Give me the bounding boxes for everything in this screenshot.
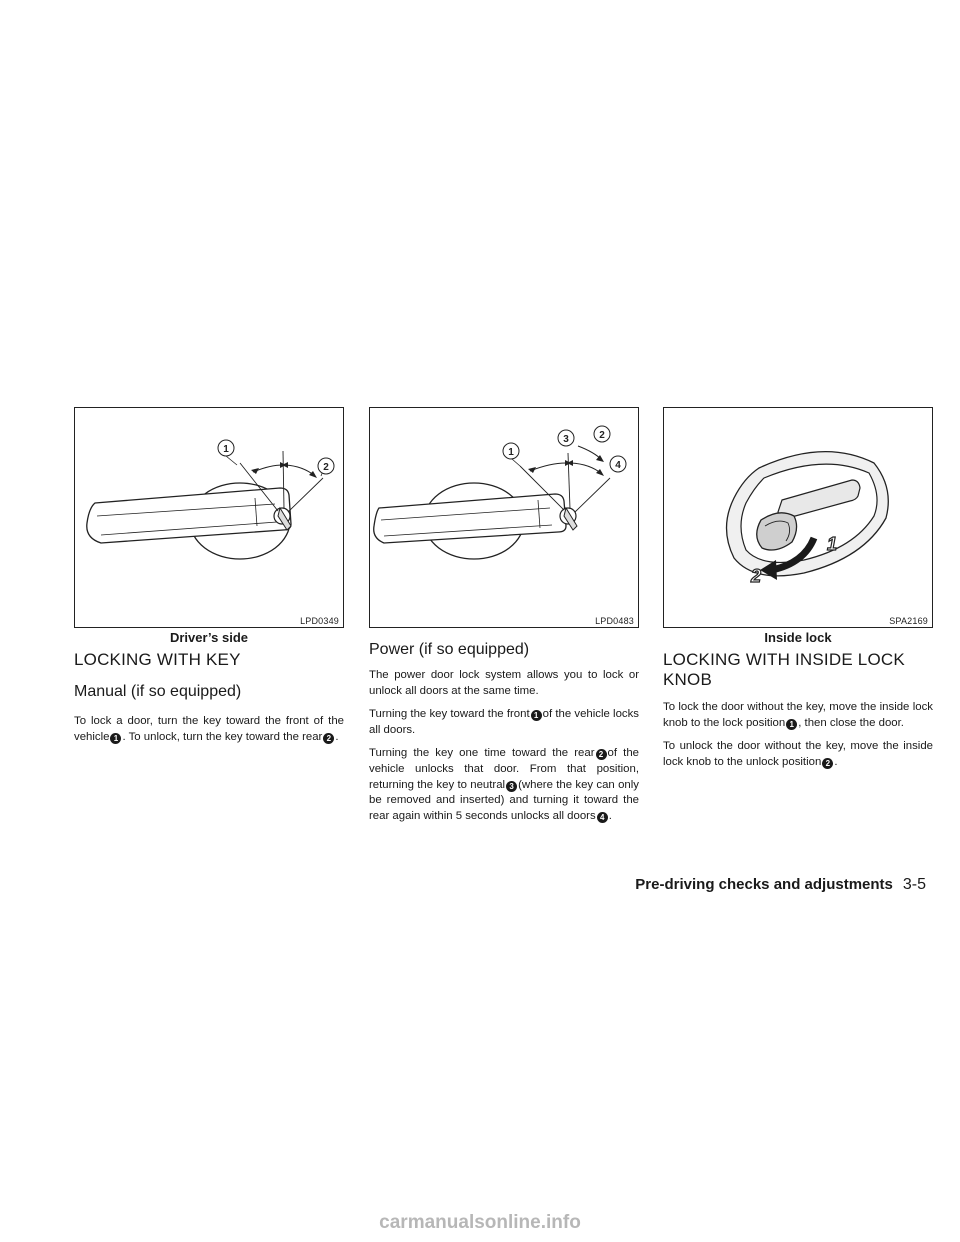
figure-power-lock	[369, 407, 639, 628]
paragraph: To unlock the door without the key, move the inside lock knob to the unlock position 2 .	[663, 740, 933, 768]
figure-caption: Inside lock	[764, 630, 832, 645]
figure-drivers-side	[74, 407, 344, 628]
watermark: carmanualsonline.info	[379, 1212, 581, 1233]
callout-label: 2	[599, 430, 605, 441]
callout-label: 2	[750, 566, 762, 586]
figure-code: SPA2169	[889, 616, 928, 626]
section-heading: LOCKING WITH KEY	[74, 650, 241, 669]
callout-label: 1	[508, 447, 514, 458]
figure-inside-lock	[663, 407, 933, 628]
column-inside-lock-knob	[663, 650, 933, 778]
paragraph: Turning the key toward the front 1 of the vehicle locks all doors.	[369, 708, 639, 736]
inside-lock-knob-diagram	[664, 408, 932, 627]
callout-number: 2	[596, 749, 607, 760]
page-number: 3-5	[902, 876, 926, 893]
callout-label: 4	[615, 460, 621, 471]
callout-label: 3	[563, 434, 569, 445]
figure-caption: Driver’s side	[169, 630, 249, 645]
paragraph: To lock the door without the key, move the inside lock knob to the lock position 1 , then close the door.	[663, 701, 933, 729]
callout-number: 4	[597, 812, 608, 823]
callout-number: 1	[531, 710, 542, 721]
section-heading: LOCKING WITH INSIDE LOCK KNOB	[663, 650, 905, 689]
paragraph: To lock a door, turn the key toward the front of the vehicle 1 . To unlock, turn the key toward the rear 2 .	[74, 715, 344, 743]
door-handle-key-power-diagram	[370, 408, 638, 627]
paragraph: The power door lock system allows you to lock or unlock all doors at the same time.	[369, 669, 639, 697]
callout-number: 2	[822, 758, 833, 769]
callout-number: 1	[786, 719, 797, 730]
footer-section-title: Pre-driving checks and adjustments	[635, 876, 893, 893]
column-locking-with-key	[74, 650, 344, 753]
figure-code: LPD0483	[595, 616, 634, 626]
callout-number: 1	[110, 733, 121, 744]
column-power-lock	[369, 640, 639, 832]
callout-label: 1	[223, 444, 229, 455]
callout-label: 2	[323, 462, 329, 473]
callout-label: 1	[826, 534, 838, 554]
paragraph: Turning the key one time toward the rear 2 of the vehicle unlocks that door. From that position, returning the key to neutral 3 (where the key can only be removed and inserted) and turning it toward the rear again within 5 seconds unlocks all doors 4 .	[369, 747, 640, 822]
subheading: Power (if so equipped)	[369, 641, 530, 658]
figure-code: LPD0349	[300, 616, 339, 626]
door-handle-key-diagram	[75, 408, 343, 627]
callout-number: 3	[506, 781, 517, 792]
callout-number: 2	[323, 733, 334, 744]
subheading: Manual (if so equipped)	[74, 683, 242, 700]
page-footer	[635, 876, 926, 894]
